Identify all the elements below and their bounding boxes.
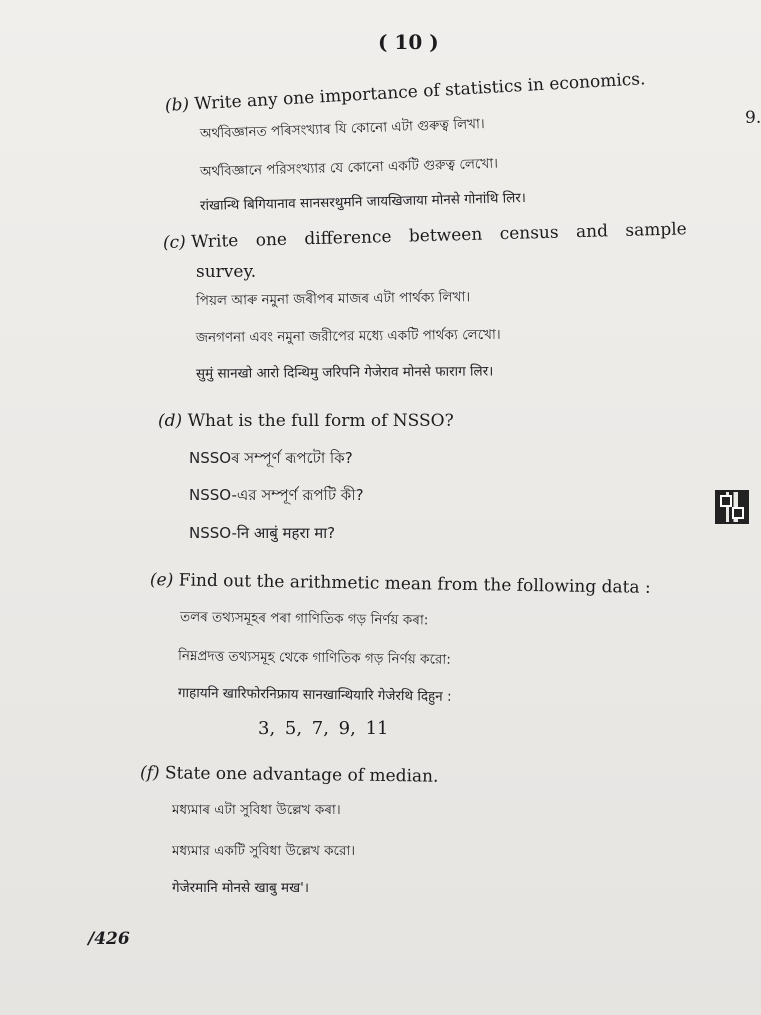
question-e-text: Find out the arithmetic mean from the following data :	[178, 570, 651, 598]
question-e-data: 3, 5, 7, 9, 11	[258, 718, 389, 739]
question-d-label: (d)	[158, 411, 183, 431]
question-f	[140, 763, 439, 787]
question-c-text-line1: Write one difference between census and sample	[190, 219, 687, 253]
question-d-assamese: NSSOৰ সম্পূৰ্ণ ৰূপটো কি?	[189, 449, 353, 467]
question-b-bengali: অর্থবিজ্ঞানে পরিসংখ্যার যে কোনো একটি গুরুত্ব লেখো।	[199, 155, 499, 180]
question-e-label: (e)	[149, 570, 174, 591]
question-c-bengali: জনগণনা এবং নমুনা জরীপের মধ্যে একটি পার্থক্য লেখো।	[195, 326, 501, 346]
question-e-assamese: তলৰ তথ্যসমূহৰ পৰা গাণিতিক গড় নিৰ্ণয় কৰা:	[179, 609, 429, 629]
question-c-bodo: सुमुं सानखो आरो दिन्थिमु जरिपनि गेजेराव मोनसे फाराग लिर।	[195, 363, 494, 382]
question-b-text: Write any one importance of statistics in economics.	[193, 69, 646, 115]
question-f-bodo: गेजेरमानि मोनसे खाबु मख'।	[172, 880, 309, 896]
question-c-text-line2: survey.	[196, 262, 257, 282]
question-c-assamese: পিয়ল আৰু নমুনা জৰীপৰ মাজৰ এটা পাৰ্থক্য লিখা।	[195, 289, 471, 309]
question-e-bengali: নিম্নপ্রদত্ত তথ্যসমূহ থেকে গাণিতিক গড় নির্ণয় করো:	[177, 648, 451, 668]
question-b-assamese: অৰ্থবিজ্ঞানত পৰিসংখ্যাৰ যি কোনো এটা গুৰুত্ব লিখা।	[199, 116, 486, 142]
next-question-number: 9.	[745, 108, 761, 128]
question-f-label: (f)	[139, 763, 160, 784]
page-number: ( 10 )	[378, 30, 439, 54]
question-d-text: What is the full form of NSSO?	[187, 411, 454, 431]
question-f-bengali: মধ্যমার একটি সুবিধা উল্লেখ করো।	[172, 843, 356, 859]
question-e	[150, 570, 651, 598]
question-f-assamese: মধ্যমাৰ এটা সুবিধা উল্লেখ কৰা।	[172, 802, 341, 818]
question-b-label: (b)	[164, 94, 190, 116]
paper-code: /426	[88, 929, 130, 949]
question-c	[163, 219, 687, 253]
question-d-bengali: NSSO-এর সম্পূর্ণ রূপটি কী?	[189, 486, 364, 504]
question-d	[158, 411, 454, 431]
question-d-bodo: NSSO-नि आबुं महरा मा?	[189, 524, 336, 542]
question-b	[164, 69, 645, 116]
question-e-bodo: गाहायनि खारिफोरनिफ्राय सानखान्थियारि गेजेरथि दिहुन :	[177, 685, 452, 705]
question-b-bodo: रांखान्थि बिगियानाव सानसरथुमनि जायखिजाया मोनसे गोनांथि लिर।	[199, 190, 527, 214]
qr-code-icon	[715, 490, 749, 524]
question-f-text: State one advantage of median.	[164, 763, 439, 787]
question-c-label: (c)	[162, 232, 187, 253]
